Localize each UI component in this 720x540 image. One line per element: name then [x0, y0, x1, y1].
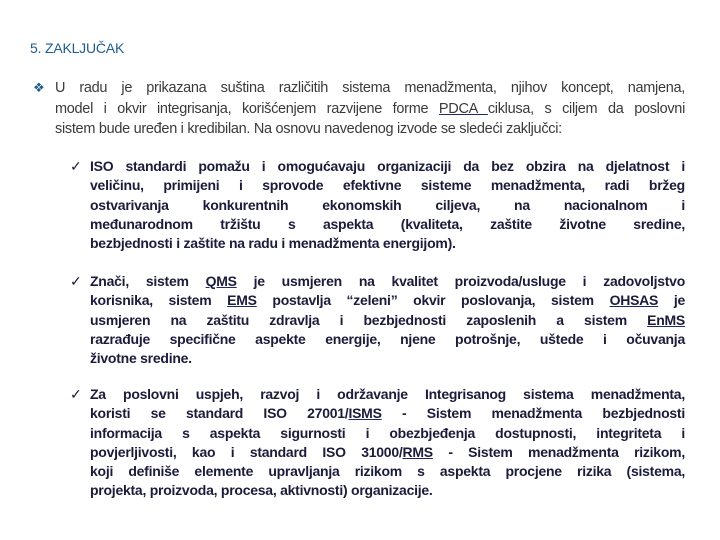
text-line: [90, 272, 685, 291]
text-line: [90, 311, 685, 330]
term-link-pdca[interactable]: PDCA: [438, 100, 488, 117]
text-segment: postavlja “zeleni” okvir poslovanja, sistem: [256, 292, 610, 309]
text-line: [90, 176, 685, 195]
term-link-ems[interactable]: EMS: [227, 292, 257, 309]
conclusion-item: [70, 385, 685, 501]
checkmark-icon: ✓: [70, 273, 82, 289]
text-line: [90, 385, 685, 404]
text-line: [90, 196, 685, 215]
text-line: [55, 119, 685, 140]
text-segment: informacija s aspekta sigurnosti i obezbjeđenja dostupnosti, integriteta i: [90, 424, 685, 441]
term-link-enms[interactable]: EnMS: [647, 311, 685, 328]
text-segment: - Sistem menadžmenta bezbjednosti: [381, 405, 685, 422]
term-link-isms[interactable]: ISMS: [348, 405, 382, 422]
text-line: [90, 443, 685, 462]
text-segment: povjerljivosti, kao i standard ISO 31000/: [90, 443, 403, 460]
term-link-qms[interactable]: QMS: [205, 273, 237, 289]
text-line: [55, 99, 685, 120]
text-segment: projekta, proizvoda, procesa, aktivnosti) organizacije.: [90, 482, 433, 499]
section-title: 5. ZAKLJUČAK: [30, 40, 125, 56]
text-line: [90, 157, 685, 176]
text-segment: usmjeren na zaštitu zdravlja i bezbjednosti zaposlenih a sistem: [90, 311, 648, 328]
text-line: [90, 349, 685, 368]
text-segment: ISO standardi pomažu i omogućavaju organizaciji da bez obzira na djelatnost i: [90, 158, 685, 174]
conclusion-item: [70, 272, 686, 368]
text-line: [90, 330, 685, 349]
text-segment: razrađuje specifične aspekte energije, njene potrošnje, uštede i očuvanja: [90, 330, 685, 347]
text-segment: bezbjednosti i zaštite na radu i menadžmenta energijom).: [90, 235, 456, 252]
text-line: [90, 424, 685, 443]
text-segment: koristi se standard ISO 27001/: [90, 405, 349, 422]
checkmark-icon: ✓: [70, 386, 82, 402]
text-line: [90, 291, 685, 310]
text-line: [90, 215, 685, 234]
text-segment: je: [658, 292, 685, 309]
text-segment: koji definiše elemente upravljanja rizikom s aspekta procjene rizika (sistema,: [90, 463, 685, 480]
checkmark-icon: ✓: [70, 158, 82, 174]
text-segment: Znači, sistem: [90, 273, 206, 289]
conclusion-item: [70, 157, 685, 253]
text-segment: ciklusa, s ciljem da poslovni: [487, 100, 685, 117]
text-segment: sistem bude uređen i kredibilan. Na osnovu navedenog izvode se sledeći zaključci:: [55, 121, 562, 137]
text-line: [90, 481, 685, 500]
text-segment: je usmjeren na kvalitet proizvoda/usluge i zadovoljstvo: [236, 273, 686, 289]
text-segment: životne sredine.: [90, 350, 192, 367]
diamond-bullet-icon: ❖: [33, 80, 45, 95]
text-line: [55, 78, 685, 99]
text-segment: međunarodnom tržištu s aspekta (kvaliteta, zaštite životne sredine,: [90, 215, 685, 232]
text-segment: U radu je prikazana suština različitih sistema menadžmenta, njihov koncept, namjena,: [55, 80, 685, 96]
text-segment: ostvarivanja konkurentnih ekonomskih ciljeva, na nacionalnom i: [90, 196, 685, 213]
term-link-ohsas[interactable]: OHSAS: [609, 292, 659, 309]
text-segment: - Sistem menadžmenta rizikom,: [432, 443, 685, 460]
text-line: [90, 404, 685, 423]
text-line: [90, 234, 685, 253]
intro-paragraph: [55, 78, 685, 140]
text-segment: Za poslovni uspjeh, razvoj i održavanje Integrisanog sistema menadžmenta,: [90, 386, 685, 402]
text-segment: veličinu, primijeni i sprovode efektivne sisteme menadžmenta, radi bržeg: [90, 177, 685, 194]
text-segment: korisnika, sistem: [90, 292, 228, 309]
text-line: [90, 462, 685, 481]
term-link-rms[interactable]: RMS: [402, 443, 433, 460]
text-segment: model i okvir integrisanja, korišćenjem razvijene forme: [55, 100, 439, 117]
